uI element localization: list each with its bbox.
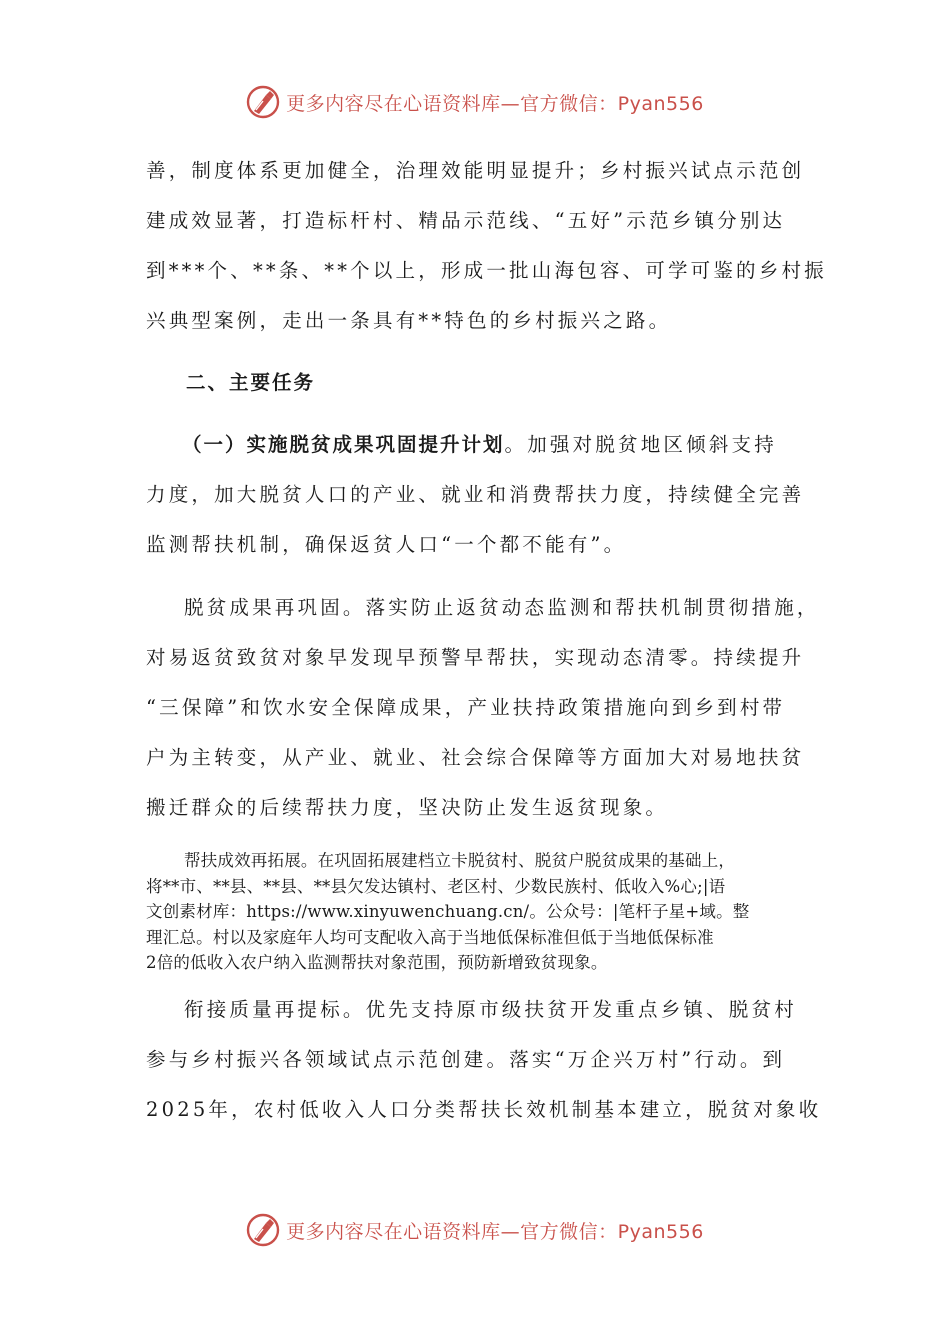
- banner-text: 更多内容尽在心语资料库—官方微信：Pyan556: [286, 92, 704, 115]
- text-line: 将**市、**县、**县、**县欠发达镇村、老区村、少数民族村、低收入%心;|语: [146, 876, 726, 896]
- section-heading: 二、主要任务: [186, 371, 316, 394]
- header-banner: [0, 82, 950, 122]
- text-line: 建成效显著，打造标杆村、精品示范线、“五好”示范乡镇分别达: [146, 209, 786, 232]
- text-line: 帮扶成效再拓展。在巩固拓展建档立卡脱贫村、脱贫户脱贫成果的基础上，: [184, 851, 736, 870]
- text-line: “三保障”和饮水安全保障成果，产业扶持政策措施向到乡到村带: [146, 696, 786, 719]
- paragraph-quality: [146, 985, 822, 1135]
- text-line: 2倍的低收入农户纳入监测帮扶对象范围，预防新增致贫现象。: [146, 953, 608, 972]
- text-line: 衔接质量再提标。优先支持原市级扶贫开发重点乡镇、脱贫村: [184, 998, 797, 1021]
- paragraph-task-1: [146, 420, 816, 570]
- text-line: 户为主转变，从产业、就业、社会综合保障等方面加大对易地扶贫: [146, 746, 805, 769]
- text-line: 对易返贫致贫对象早发现早预警早帮扶，实现动态清零。持续提升: [146, 646, 805, 669]
- text-line: 力度，加大脱贫人口的产业、就业和消费帮扶力度，持续健全完善: [146, 483, 805, 506]
- task-1-title: （一）实施脱贫成果巩固提升计划: [182, 433, 505, 456]
- pen-nib-logo-icon: [246, 1213, 280, 1247]
- pen-nib-logo-icon: [246, 85, 280, 119]
- text-line: 理汇总。村以及家庭年人均可支配收入高于当地低保标准但低于当地低保标准: [146, 927, 714, 947]
- footer-banner: [0, 1210, 950, 1250]
- banner-text: 更多内容尽在心语资料库—官方微信：Pyan556: [286, 1220, 704, 1243]
- paragraph-goals: [146, 146, 827, 346]
- text-line: 到***个、**条、**个以上，形成一批山海包容、可学可鉴的乡村振: [146, 259, 827, 282]
- text-line: [146, 420, 816, 470]
- text-line: 监测帮扶机制，确保返贫人口“一个都不能有”。: [146, 533, 627, 556]
- text-line: 2025年，农村低收入人口分类帮扶长效机制基本建立，脱贫对象收: [146, 1098, 822, 1121]
- paragraph-consolidation: [146, 583, 820, 833]
- text-line: 善，制度体系更加健全，治理效能明显提升；乡村振兴试点示范创: [146, 159, 805, 182]
- task-1-lead: 。加强对脱贫地区倾斜支持: [504, 433, 777, 456]
- text-line: 兴典型案例，走出一条具有**特色的乡村振兴之路。: [146, 309, 672, 332]
- text-line: 文创素材库：https://www.xinyuwenchuang.cn/。公众号：|笔杆子星+域。整: [146, 902, 750, 921]
- text-line: 搬迁群众的后续帮扶力度，坚决防止发生返贫现象。: [146, 796, 669, 819]
- paragraph-expansion: [146, 848, 816, 976]
- text-line: 参与乡村振兴各领域试点示范创建。落实“万企兴万村”行动。到: [146, 1048, 786, 1071]
- text-line: 脱贫成果再巩固。落实防止返贫动态监测和帮扶机制贯彻措施，: [184, 596, 820, 619]
